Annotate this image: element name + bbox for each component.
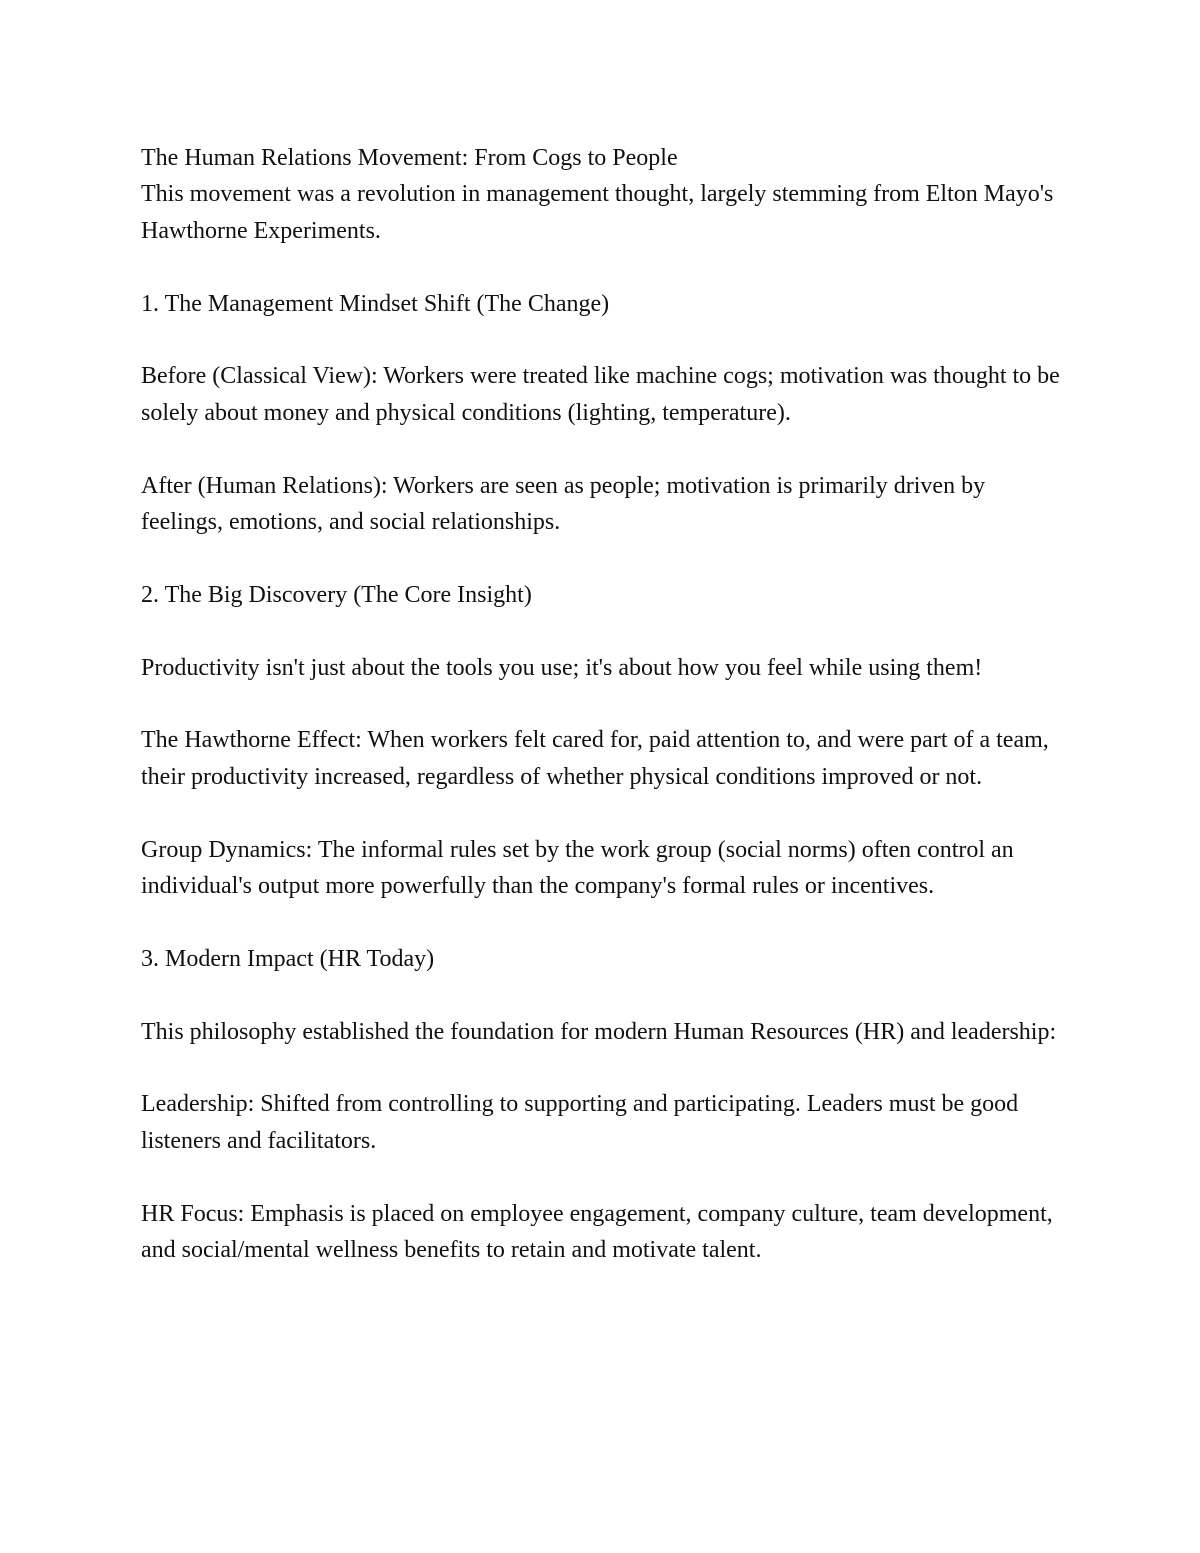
section-1-heading: 1. The Management Mindset Shift (The Change) (141, 290, 610, 317)
section-1-paragraph-after: After (Human Relations): Workers are seen as people; motivation is primarily driven by feelings, emotions, and social relationships. (141, 472, 986, 536)
spacer (141, 1050, 1071, 1086)
spacer (141, 322, 1071, 358)
document-body (141, 140, 1071, 1268)
spacer (141, 904, 1071, 940)
document-title: The Human Relations Movement: From Cogs to People (141, 145, 678, 171)
section-2-paragraph-productivity: Productivity isn't just about the tools you use; it's about how you feel while using them! (141, 654, 983, 681)
spacer (141, 249, 1071, 285)
spacer (141, 686, 1071, 722)
section-1-paragraph-before: Before (Classical View): Workers were treated like machine cogs; motivation was thought to be solely about money and physical conditions (lighting, temperature). (141, 363, 1060, 426)
section-3-heading: 3. Modern Impact (HR Today) (141, 945, 435, 972)
spacer (141, 540, 1071, 576)
spacer (141, 613, 1071, 649)
section-2-paragraph-hawthorne-effect: The Hawthorne Effect: When workers felt cared for, paid attention to, and were part of a team, their productivity increased, regardless of whether physical conditions improved or not. (141, 727, 1049, 790)
spacer (141, 1159, 1071, 1195)
section-3-paragraph-hr-focus: HR Focus: Emphasis is placed on employee engagement, company culture, team development, and social/mental wellness benefits to retain and motivate talent. (141, 1200, 1053, 1264)
section-2-paragraph-group-dynamics: Group Dynamics: The informal rules set by the work group (social norms) often control an individual's output more powerfully than the company's formal rules or incentives. (141, 836, 1014, 900)
spacer (141, 795, 1071, 831)
spacer (141, 977, 1071, 1013)
section-3-paragraph-leadership: Leadership: Shifted from controlling to supporting and participating. Leaders must be good listeners and facilitators. (141, 1091, 1019, 1154)
intro-paragraph: This movement was a revolution in management thought, largely stemming from Elton Mayo's Hawthorne Experiments. (141, 181, 1054, 244)
section-3-paragraph-philosophy: This philosophy established the foundation for modern Human Resources (HR) and leadership: (141, 1018, 1057, 1045)
spacer (141, 431, 1071, 467)
section-2-heading: 2. The Big Discovery (The Core Insight) (141, 581, 532, 608)
